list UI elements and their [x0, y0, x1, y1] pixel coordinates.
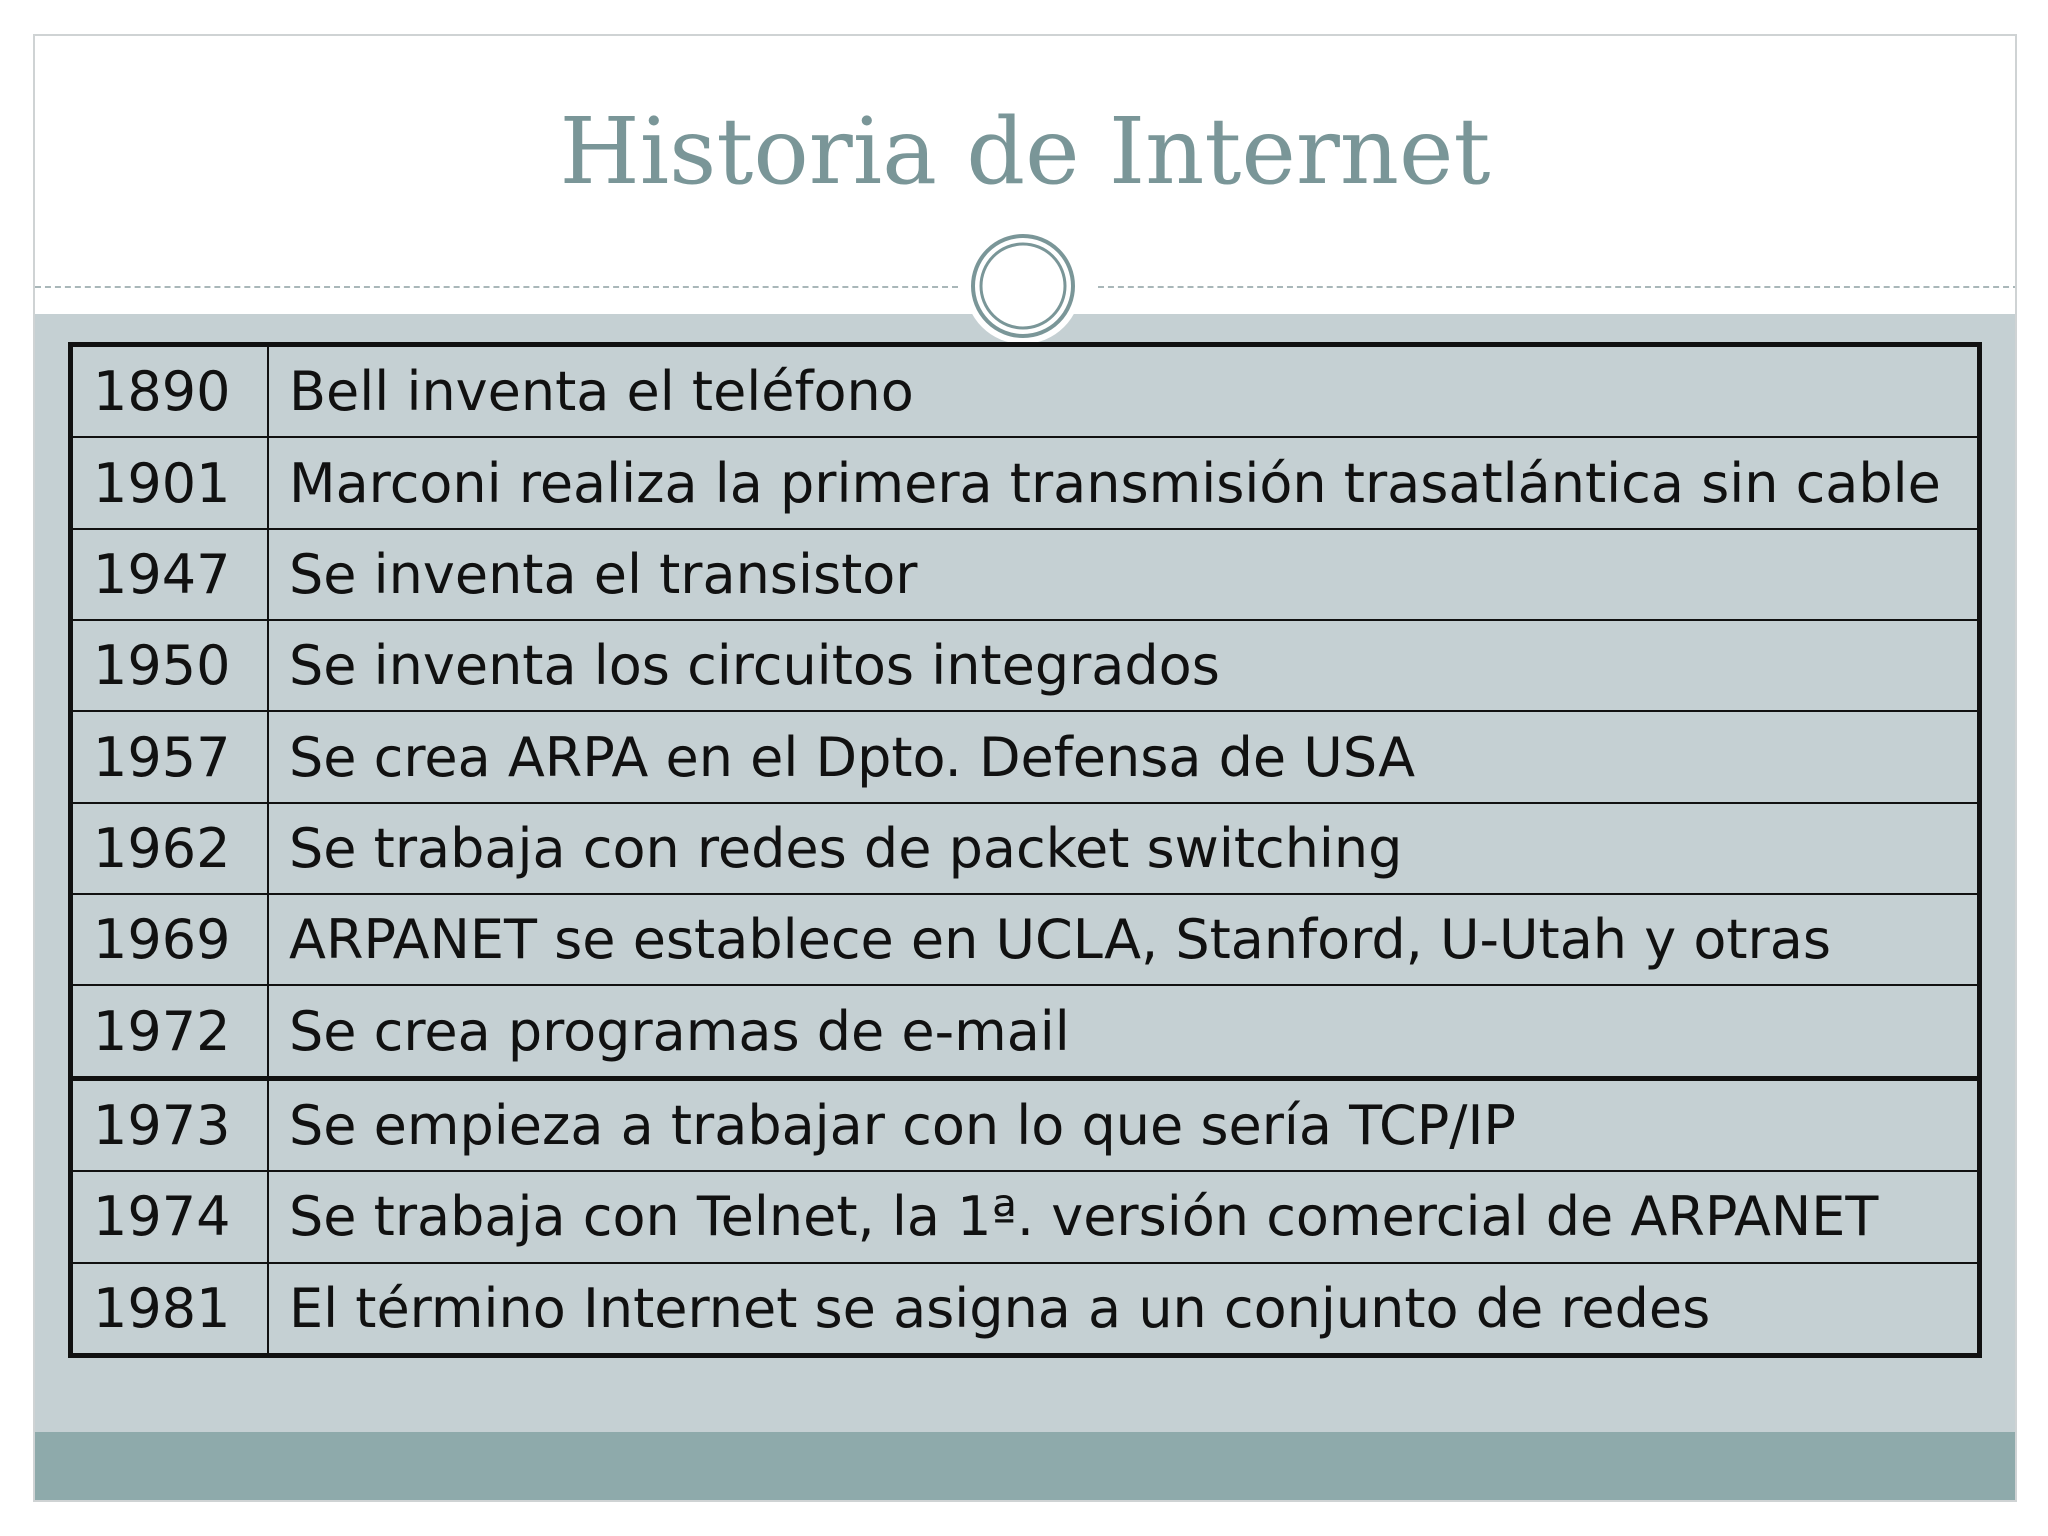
event-cell: Se trabaja con Telnet, la 1ª. versión comercial de ARPANET	[268, 1171, 1980, 1262]
event-cell: Se empieza a trabajar con lo que sería TCP/IP	[268, 1078, 1980, 1171]
year-cell: 1901	[71, 437, 269, 528]
event-cell: ARPANET se establece en UCLA, Stanford, U-Utah y otras	[268, 894, 1980, 985]
year-cell: 1973	[71, 1078, 269, 1171]
event-cell: Se crea programas de e-mail	[268, 985, 1980, 1078]
year-cell: 1947	[71, 529, 269, 620]
table-row	[71, 894, 1980, 985]
event-cell: Se inventa el transistor	[268, 529, 1980, 620]
table-row	[71, 1263, 1980, 1356]
event-cell: Se inventa los circuitos integrados	[268, 620, 1980, 711]
footer-band	[35, 1432, 2015, 1502]
event-cell: Marconi realiza la primera transmisión trasatlántica sin cable	[268, 437, 1980, 528]
table-row	[71, 711, 1980, 802]
timeline-table	[68, 342, 1982, 1358]
table-row	[71, 1171, 1980, 1262]
slide	[33, 34, 2017, 1502]
year-cell: 1957	[71, 711, 269, 802]
year-cell: 1974	[71, 1171, 269, 1262]
table-row	[71, 345, 1980, 438]
table-row	[71, 620, 1980, 711]
dashed-divider-right	[1098, 286, 2017, 288]
event-cell: El término Internet se asigna a un conjunto de redes	[268, 1263, 1980, 1356]
year-cell: 1890	[71, 345, 269, 438]
year-cell: 1981	[71, 1263, 269, 1356]
table-row	[71, 529, 1980, 620]
year-cell: 1969	[71, 894, 269, 985]
slide-title: Historia de Internet	[559, 98, 1491, 205]
event-cell: Bell inventa el teléfono	[268, 345, 1980, 438]
table-row	[71, 803, 1980, 894]
dashed-divider-left	[35, 286, 958, 288]
table-row	[71, 1078, 1980, 1171]
year-cell: 1972	[71, 985, 269, 1078]
event-cell: Se trabaja con redes de packet switching	[268, 803, 1980, 894]
year-cell: 1962	[71, 803, 269, 894]
table-row	[71, 437, 1980, 528]
table-row	[71, 985, 1980, 1078]
double-ring-icon	[961, 224, 1085, 348]
year-cell: 1950	[71, 620, 269, 711]
event-cell: Se crea ARPA en el Dpto. Defensa de USA	[268, 711, 1980, 802]
